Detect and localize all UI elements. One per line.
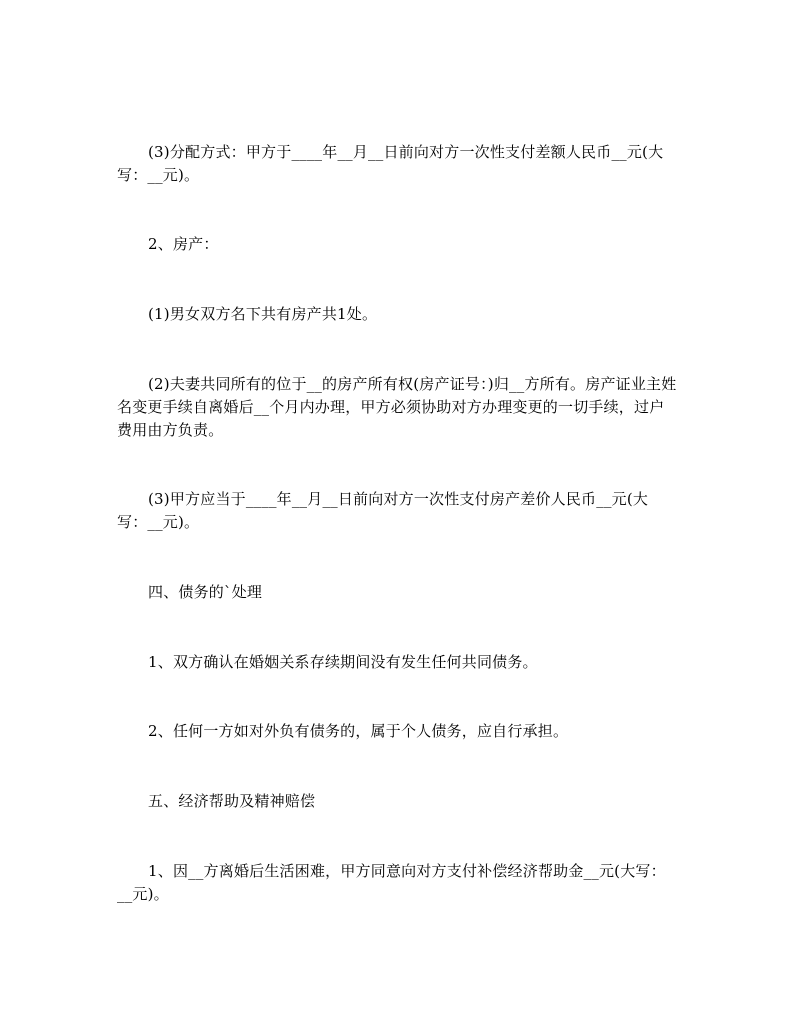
paragraph-personal-debt: 2、任何一方如对外负有债务的，属于个人债务，应自行承担。 bbox=[148, 722, 569, 740]
paragraph-joint-property: (1)男女双方名下共有房产共1处。 bbox=[148, 305, 378, 323]
paragraph-no-joint-debt: 1、双方确认在婚姻关系存续期间没有发生任何共同债务。 bbox=[148, 653, 538, 671]
paragraph-economic-assistance: 1、因__方离婚后生活困难，甲方同意向对方支付补偿经济帮助金__元(大写：__元)。 bbox=[117, 862, 666, 903]
heading-property: 2、房产： bbox=[148, 235, 219, 253]
paragraph-payment-method: (3)分配方式：甲方于____年__月__日前向对方一次性支付差额人民币__元(大写：__元)。 bbox=[117, 143, 664, 184]
heading-debt-handling: 四、债务的`处理 bbox=[148, 583, 263, 601]
heading-economic-assistance: 五、经济帮助及精神赔偿 bbox=[148, 792, 316, 810]
paragraph-property-ownership: (2)夫妻共同所有的位于__的房产所有权(房产证号：)归__方所有。房产证业主姓名变更手续自离婚后__个月内办理，甲方必须协助对方办理变更的一切手续，过户费用由方负责。 bbox=[117, 375, 677, 439]
paragraph-property-payment: (3)甲方应当于____年__月__日前向对方一次性支付房产差价人民币__元(大写：__元)。 bbox=[117, 490, 649, 531]
